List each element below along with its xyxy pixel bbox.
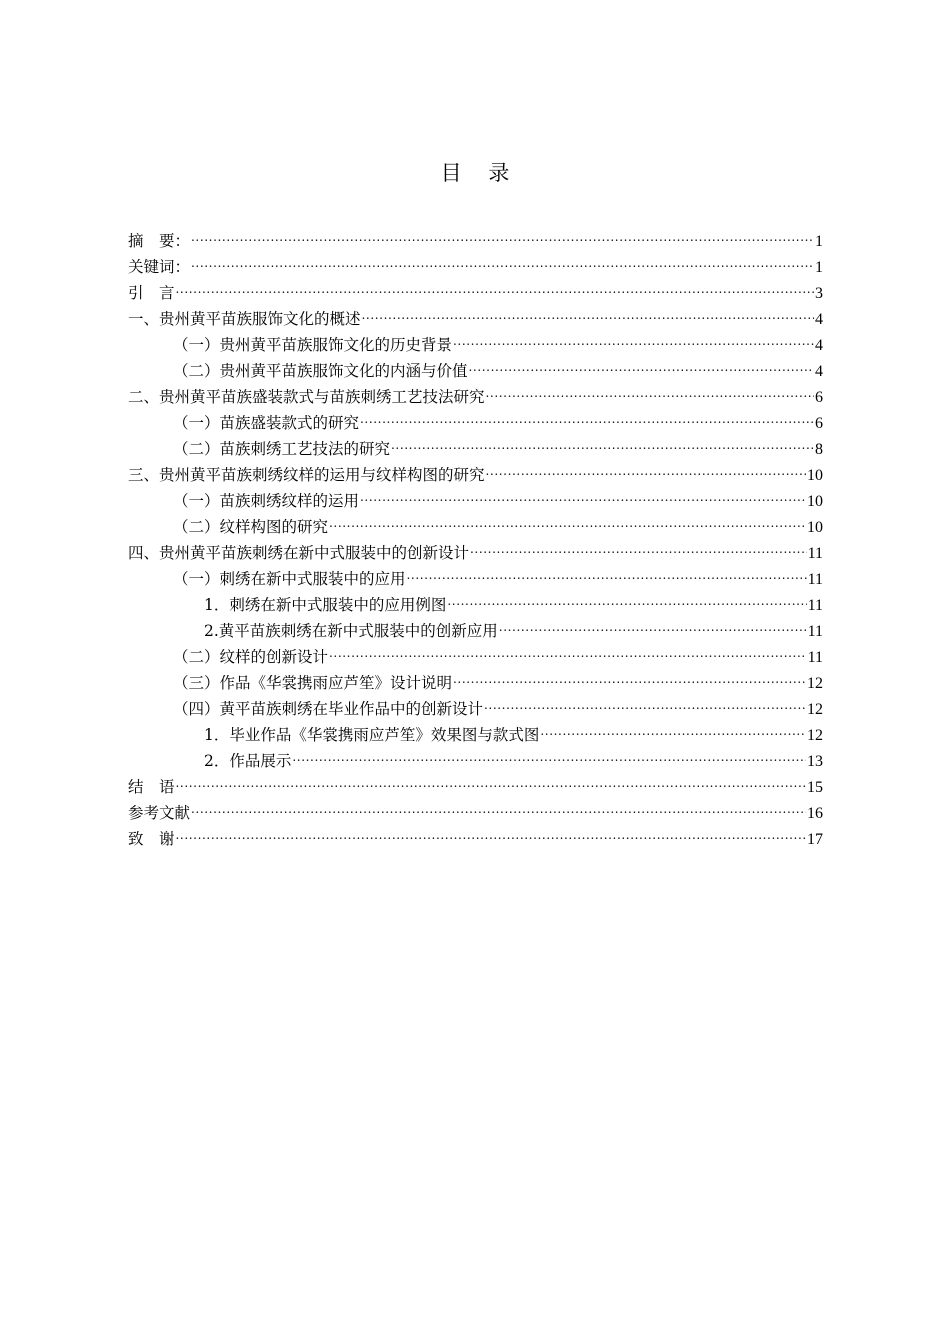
toc-entry-page: 10	[807, 467, 823, 484]
toc-entry-page: 11	[807, 623, 823, 640]
toc-entry-label: （一）苗族刺绣纹样的运用	[173, 492, 360, 510]
toc-entry-keywords[interactable]	[128, 246, 823, 276]
dot-leader	[447, 584, 806, 610]
toc-entry-page: 15	[807, 779, 823, 796]
dot-leader	[486, 376, 814, 402]
toc-entry-page: 4	[815, 311, 823, 328]
dot-leader	[391, 428, 814, 454]
toc-entry-page: 11	[807, 571, 823, 588]
toc-entry-label: 摘 要：	[128, 232, 191, 250]
toc-entry-page: 6	[815, 389, 823, 406]
dot-leader	[292, 740, 806, 766]
toc-entry-abstract[interactable]	[128, 220, 823, 250]
dot-leader	[486, 454, 806, 480]
toc-entry-label: （一）苗族盛装款式的研究	[173, 414, 360, 432]
toc-entry-label: 结 语	[128, 778, 175, 796]
toc-entry-label: 1．毕业作品《华裳携雨应芦笙》效果图与款式图	[204, 726, 540, 744]
toc-entry-introduction[interactable]	[128, 272, 823, 302]
dot-leader	[176, 272, 814, 298]
dot-leader	[362, 298, 814, 324]
toc-entry-page: 12	[807, 727, 823, 744]
dot-leader	[453, 324, 814, 350]
dot-leader	[470, 532, 807, 558]
toc-entry-label: 致 谢	[128, 830, 175, 848]
toc-entry-label: （一）贵州黄平苗族服饰文化的历史背景	[173, 336, 453, 354]
dot-leader	[407, 558, 807, 584]
toc-entry-label: （二）苗族刺绣工艺技法的研究	[173, 440, 391, 458]
dot-leader	[360, 402, 814, 428]
toc-entry-page: 3	[815, 285, 823, 302]
toc-entry-page: 16	[807, 805, 823, 822]
toc-entry-label: 1．刺绣在新中式服装中的应用例图	[204, 596, 447, 614]
toc-entry-page: 4	[815, 337, 823, 354]
toc-entry-chapter-1[interactable]	[128, 298, 823, 328]
dot-leader	[453, 662, 806, 688]
toc-entry-page: 1	[815, 233, 823, 250]
toc-entry-page: 8	[815, 441, 823, 458]
toc-entry-label: 2.黄平苗族刺绣在新中式服装中的创新应用	[204, 622, 498, 640]
toc-entry-page: 10	[807, 519, 823, 536]
toc-entry-label: 参考文献	[128, 804, 191, 822]
toc-list	[128, 220, 823, 848]
dot-leader	[329, 636, 807, 662]
dot-leader	[191, 792, 806, 818]
dot-leader	[191, 220, 814, 246]
toc-entry-label: 一、贵州黄平苗族服饰文化的概述	[128, 310, 361, 328]
toc-entry-label: 三、贵州黄平苗族刺绣纹样的运用与纹样构图的研究	[128, 466, 485, 484]
toc-entry-page: 12	[807, 675, 823, 692]
dot-leader	[499, 610, 807, 636]
toc-entry-page: 12	[807, 701, 823, 718]
dot-leader	[191, 246, 814, 272]
toc-entry-label: （二）纹样构图的研究	[173, 518, 329, 536]
dot-leader	[540, 714, 806, 740]
dot-leader	[360, 480, 806, 506]
toc-entry-label: 关键词：	[128, 258, 191, 276]
toc-entry-label: （三）作品《华裳携雨应芦笙》设计说明	[173, 674, 453, 692]
toc-entry-label: 二、贵州黄平苗族盛装款式与苗族刺绣工艺技法研究	[128, 388, 485, 406]
toc-entry-label: 四、贵州黄平苗族刺绣在新中式服装中的创新设计	[128, 544, 470, 562]
toc-entry-page: 1	[815, 259, 823, 276]
toc-entry-label: （二）贵州黄平苗族服饰文化的内涵与价值	[173, 362, 468, 380]
toc-entry-page: 11	[807, 597, 823, 614]
toc-entry-label: （二）纹样的创新设计	[173, 648, 329, 666]
dot-leader	[176, 818, 806, 844]
toc-entry-label: （四）黄平苗族刺绣在毕业作品中的创新设计	[173, 700, 484, 718]
toc-entry-label: （一）刺绣在新中式服装中的应用	[173, 570, 406, 588]
toc-entry-page: 17	[807, 831, 823, 848]
toc-entry-page: 4	[815, 363, 823, 380]
toc-entry-label: 引 言	[128, 284, 175, 302]
toc-entry-page: 13	[807, 753, 823, 770]
toc-entry-page: 11	[807, 649, 823, 666]
toc-entry-page: 11	[807, 545, 823, 562]
toc-entry-conclusion[interactable]	[128, 766, 823, 796]
dot-leader	[469, 350, 814, 376]
toc-entry-page: 10	[807, 493, 823, 510]
toc-entry-references[interactable]	[128, 792, 823, 822]
toc-title: 目 录	[440, 161, 520, 185]
toc-entry-page: 6	[815, 415, 823, 432]
dot-leader	[176, 766, 806, 792]
dot-leader	[329, 506, 806, 532]
dot-leader	[484, 688, 806, 714]
toc-entry-label: 2．作品展示	[204, 752, 292, 770]
toc-entry-acknowledgements[interactable]	[128, 818, 823, 848]
